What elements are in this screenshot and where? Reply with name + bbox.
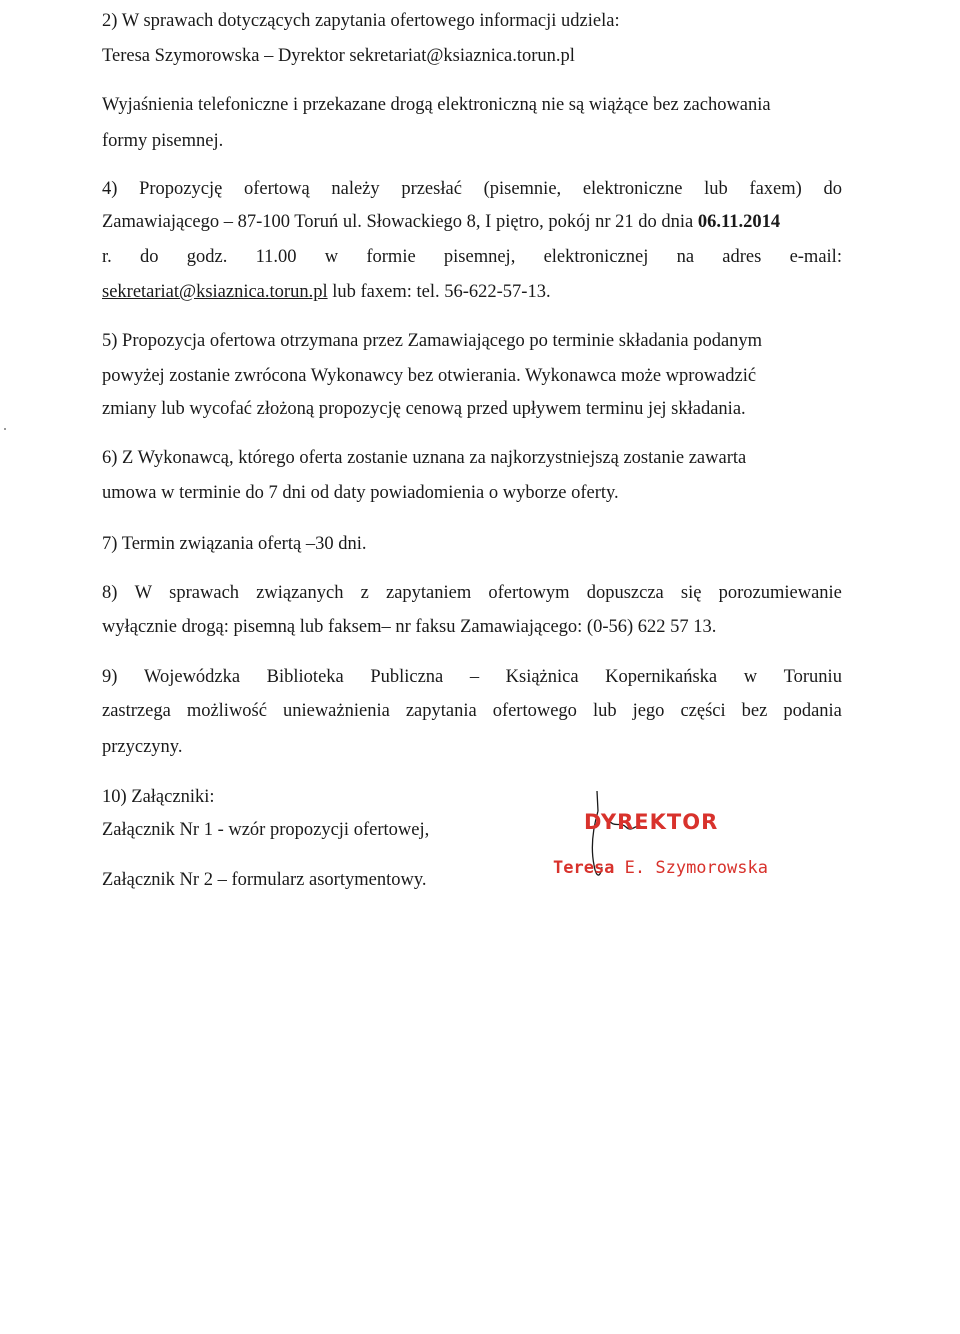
word: przesłać [401,179,462,199]
stamp-name [553,858,768,878]
p9-line-3: przyczyny. [102,737,183,757]
p2-line-1: 2) W sprawach dotyczących zapytania ofertowego informacji udziela: [102,11,620,31]
word: bez [741,701,768,721]
p4-line-3 [102,245,842,269]
email-link[interactable]: sekretariat@ksiaznica.torun.pl [102,282,328,302]
p8-line-2: wyłącznie drogą: pisemną lub faksem– nr faksu Zamawiającego: (0-56) 622 57 13. [102,617,717,637]
word: ofertowym [488,583,570,603]
word: 9) [102,667,118,687]
word: lub [592,701,617,721]
word: w [743,667,758,687]
stamp-title: DYREKTOR [584,810,719,834]
word: formie [366,247,416,267]
word: Toruniu [783,667,842,687]
stamp-name-first: Teresa [553,858,615,878]
word: ofertowego [492,701,577,721]
p6-line-2: umowa w terminie do 7 dni od daty powiadomienia o wyborze oferty. [102,483,619,503]
word: podania [783,701,842,721]
word: godz. [186,247,228,267]
word: się [680,583,702,603]
word: pisemnej, [443,247,516,267]
word: dopuszcza [586,583,664,603]
p4-line-1 [102,177,842,201]
word: W [134,583,153,603]
word: elektroniczne [582,179,683,199]
word: 8) [102,583,118,603]
word: 11.00 [255,247,297,267]
p4-line-4-rest: lub faxem: tel. 56-622-57-13. [327,282,551,302]
scan-speck [4,428,6,430]
p9-line-1 [102,665,842,689]
p6-line-1: 6) Z Wykonawcą, którego oferta zostanie uznana za najkorzystniejszą zostanie zawarta [102,448,747,468]
word: (pisemnie, [483,179,562,199]
word: do [823,179,842,199]
word: Książnica [505,667,579,687]
word: Propozycję [139,179,223,199]
word: z [360,583,369,603]
p4-line-4 [102,280,551,304]
p2-line-2: Teresa Szymorowska – Dyrektor sekretariat@ksiaznica.torun.pl [102,46,575,66]
p4-line-2 [102,210,780,234]
word: możliwość [186,701,267,721]
word: Kopernikańska [605,667,718,687]
p8-line-1 [102,581,842,605]
word: e-mail: [789,247,842,267]
word: r. [102,247,112,267]
word: – [469,667,480,687]
word: na [676,247,695,267]
attachment-2: Załącznik Nr 2 – formularz asortymentowy. [102,870,427,890]
word: ofertową [243,179,310,199]
word: związanych [256,583,344,603]
word: sprawach [169,583,240,603]
clarification-line-1: Wyjaśnienia telefoniczne i przekazane drogą elektroniczną nie są wiążące bez zachowania [102,95,771,115]
word: zastrzega [102,701,171,721]
word: adres [722,247,762,267]
word: części [680,701,726,721]
word: elektronicznej [543,247,649,267]
attachment-1: Załącznik Nr 1 - wzór propozycji ofertowej, [102,820,430,840]
word: Publiczna [370,667,444,687]
word: zapytania [405,701,477,721]
word: 4) [102,179,118,199]
word: zapytaniem [385,583,472,603]
p5-line-2: powyżej zostanie zwrócona Wykonawcy bez otwierania. Wykonawca może wprowadzić [102,366,757,386]
clarification-line-2: formy pisemnej. [102,131,224,151]
p5-line-3: zmiany lub wycofać złożoną propozycję cenową przed upływem terminu jej składania. [102,399,746,419]
word: do [140,247,159,267]
word: Biblioteka [266,667,344,687]
word: faxem) [749,179,802,199]
word: należy [331,179,380,199]
p4-line-2-text: Zamawiającego – 87-100 Toruń ul. Słowackiego 8, I piętro, pokój nr 21 do dnia [102,212,698,232]
p9-line-2 [102,699,842,723]
p5-line-1: 5) Propozycja ofertowa otrzymana przez Zamawiającego po terminie składania podanym [102,331,763,351]
attachments-heading: 10) Załączniki: [102,787,215,807]
word: jego [632,701,665,721]
p7-line-1: 7) Termin związania ofertą –30 dni. [102,534,367,554]
word: unieważnienia [282,701,390,721]
stamp-name-rest: E. Szymorowska [614,858,768,878]
word: porozumiewanie [718,583,842,603]
word: w [324,247,339,267]
word: Wojewódzka [143,667,241,687]
deadline-date: 06.11.2014 [697,212,781,232]
word: lub [704,179,728,199]
